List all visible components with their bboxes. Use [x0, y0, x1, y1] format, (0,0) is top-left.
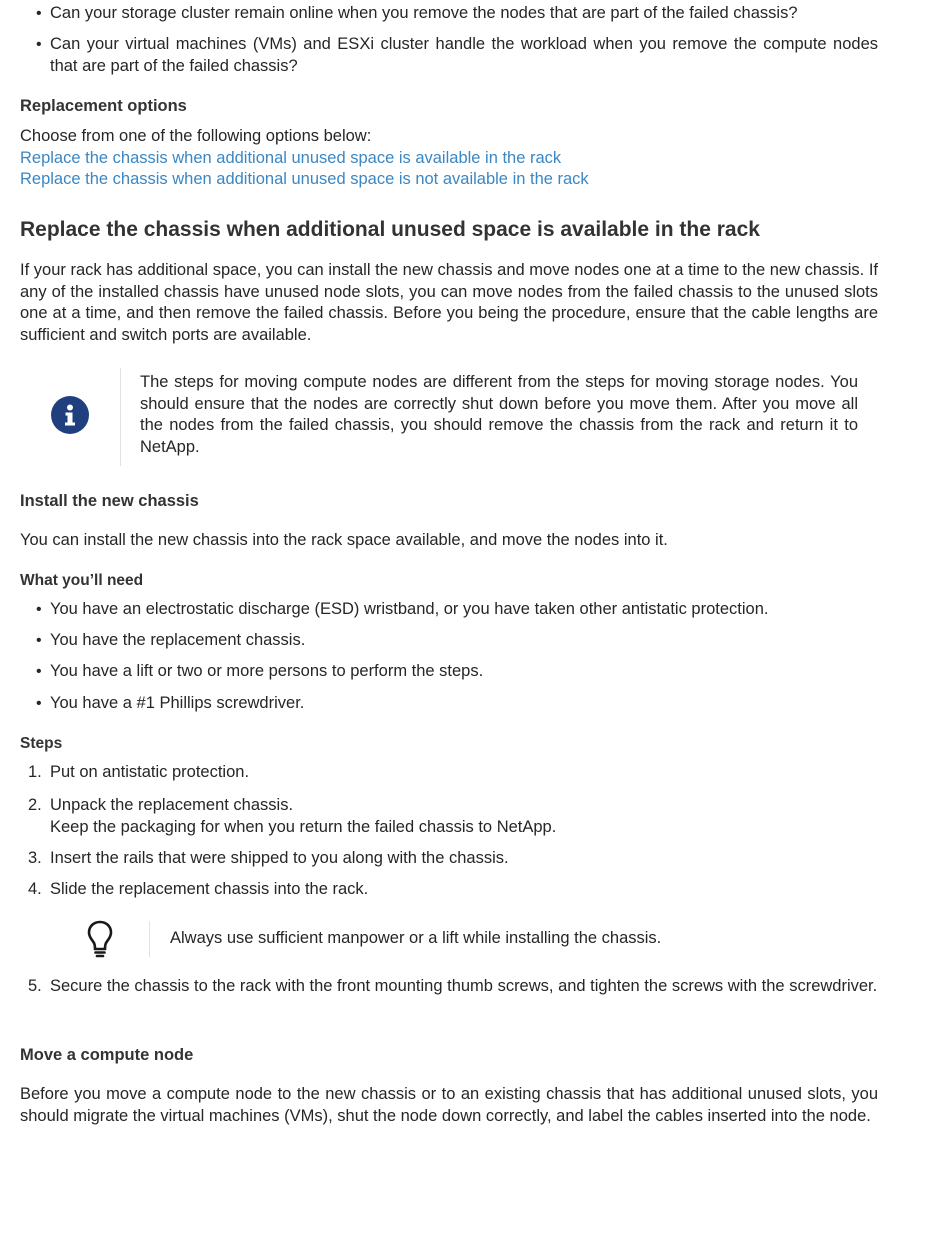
- step-number: 3.: [28, 849, 42, 867]
- step-sub-text: Keep the packaging for when you return the failed chassis to NetApp.: [50, 817, 557, 836]
- bullet-text: Can your storage cluster remain online when you remove the nodes that are part of the failed chassis?: [50, 4, 798, 22]
- list-item: [20, 630, 878, 652]
- step-number: 5.: [28, 977, 42, 995]
- lightbulb-icon: [86, 920, 114, 958]
- section-title: Replace the chassis when additional unused space is available in the rack: [20, 218, 760, 241]
- step-item: [20, 762, 878, 784]
- step-text: Put on antistatic protection.: [50, 763, 250, 781]
- note-divider: [120, 368, 121, 466]
- move-compute-paragraph: Before you move a compute node to the new chassis or to an existing chassis that has additional unused slots, you should migrate the virtual machines (VMs), shut the node down correctly, and label the cables inserted into the node.: [20, 1085, 878, 1125]
- step-main-text: Unpack the replacement chassis.: [50, 796, 294, 814]
- step-text: Secure the chassis to the rack with the front mounting thumb screws, and tighten the screws with the screwdriver.: [50, 977, 878, 995]
- replacement-options-list: [20, 126, 878, 191]
- what-you-need-heading: What you’ll need: [20, 572, 144, 589]
- tip-text: Always use sufficient manpower or a lift while installing the chassis.: [170, 929, 662, 947]
- bullet-text: You have the replacement chassis.: [50, 631, 306, 649]
- steps-heading: Steps: [20, 735, 63, 752]
- bullet-text: You have a lift or two or more persons to perform the steps.: [50, 662, 484, 680]
- bullet-icon: •: [36, 632, 42, 649]
- install-paragraph: You can install the new chassis into the rack space available, and move the nodes into it.: [20, 531, 668, 549]
- step-item: [20, 795, 878, 839]
- section-paragraph: If your rack has additional space, you can install the new chassis and move nodes one at a time to the new chassis. If any of the installed chassis have unused node slots, you can move nodes from the failed chassis to the unused slots one at a time, and then remove the failed chassis. Before you being the procedure, ensure that the cable lengths are sufficient and switch ports are available.: [20, 261, 878, 344]
- tip-divider: [149, 921, 150, 957]
- list-item: [20, 693, 878, 715]
- step-text: Slide the replacement chassis into the rack.: [50, 880, 369, 898]
- bullet-text: You have a #1 Phillips screwdriver.: [50, 694, 305, 712]
- step-item: [20, 879, 878, 901]
- step-item: [20, 976, 878, 1020]
- replacement-options-intro: Choose from one of the following options below:: [20, 127, 372, 145]
- info-note-text: The steps for moving compute nodes are different from the steps for moving storage nodes. You should ensure that the nodes are correctly shut down before you move them. After you move all the nodes from the failed chassis, you should remove the chassis from the rack and return it to NetApp.: [140, 373, 858, 456]
- option-link-space-not-available[interactable]: Replace the chassis when additional unused space is not available in the rack: [20, 170, 589, 188]
- list-item: [20, 3, 878, 25]
- step-number: 2.: [28, 796, 42, 814]
- info-icon: [51, 396, 89, 434]
- step-number: 4.: [28, 880, 42, 898]
- bullet-icon: •: [36, 695, 42, 712]
- step-item: [20, 848, 878, 870]
- bullet-text: You have an electrostatic discharge (ESD) wristband, or you have taken other antistatic protection.: [50, 600, 769, 618]
- option-link-space-available[interactable]: Replace the chassis when additional unused space is available in the rack: [20, 148, 562, 167]
- install-heading: Install the new chassis: [20, 492, 199, 510]
- tip-note: [20, 918, 878, 960]
- bullet-icon: •: [36, 601, 42, 618]
- step-text: Insert the rails that were shipped to you along with the chassis.: [50, 849, 509, 867]
- list-item: [20, 661, 878, 683]
- replacement-options-heading: Replacement options: [20, 97, 187, 115]
- bullet-text: Can your virtual machines (VMs) and ESXi cluster handle the workload when you remove the compute nodes that are part of the failed chassis?: [50, 35, 878, 75]
- bullet-icon: •: [36, 5, 42, 22]
- bullet-icon: •: [36, 663, 42, 680]
- info-note: [20, 368, 878, 466]
- bullet-icon: •: [36, 36, 42, 53]
- move-compute-heading: Move a compute node: [20, 1046, 194, 1064]
- list-item: [20, 34, 878, 78]
- step-number: 1.: [28, 763, 42, 781]
- list-item: [20, 599, 878, 621]
- step-text: [50, 795, 878, 838]
